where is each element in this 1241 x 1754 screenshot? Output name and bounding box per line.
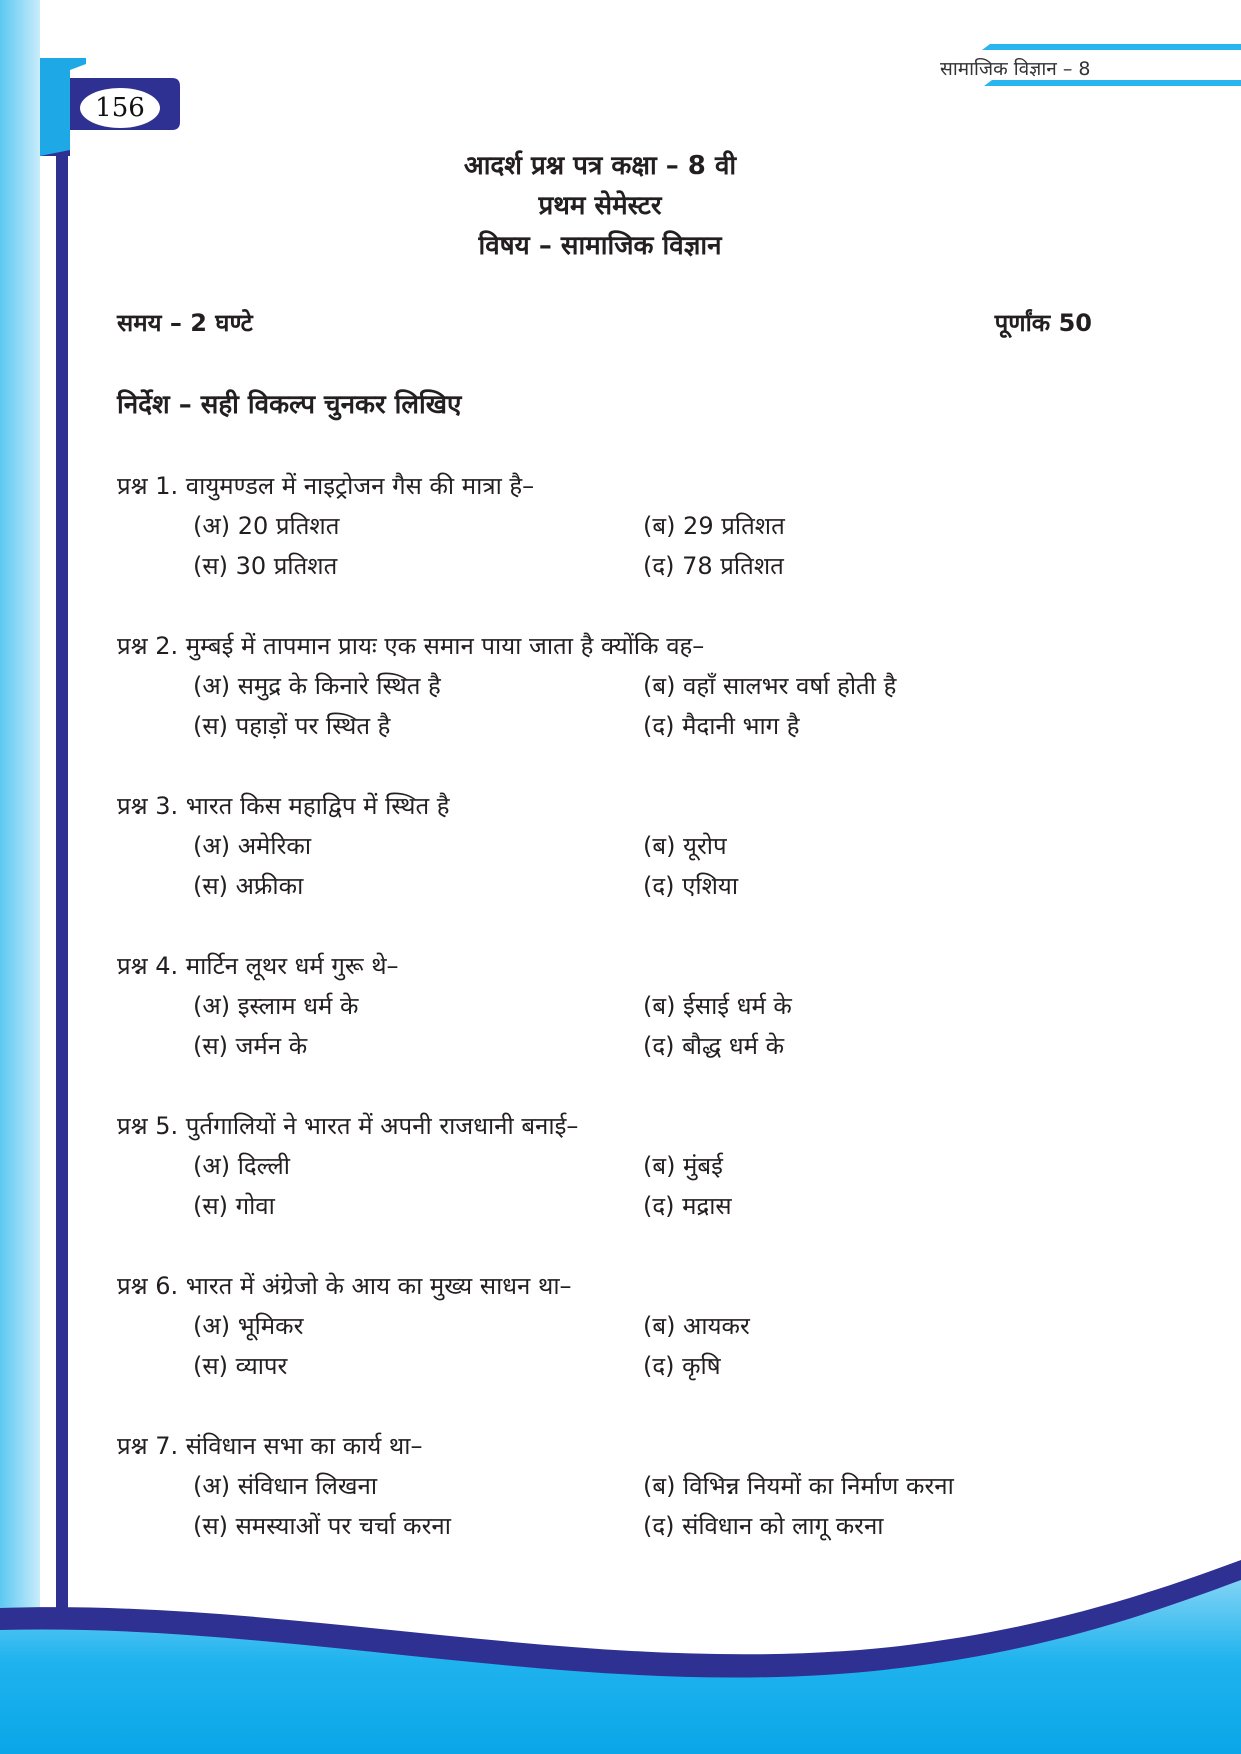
running-head: सामाजिक विज्ञान – 8 bbox=[940, 58, 1091, 80]
option-c: (स) 30 प्रतिशत bbox=[193, 552, 338, 580]
option-a: (अ) समुद्र के किनारे स्थित है bbox=[193, 672, 441, 700]
paper-title-block bbox=[200, 146, 1000, 266]
option-d: (द) मैदानी भाग है bbox=[643, 712, 800, 740]
option-b: (ब) वहाँ सालभर वर्षा होती है bbox=[643, 672, 897, 700]
question-text: प्रश्न 2. मुम्बई में तापमान प्रायः एक समान पाया जाता है क्योंकि वह– bbox=[117, 632, 705, 660]
question-text: प्रश्न 7. संविधान सभा का कार्य था– bbox=[117, 1432, 423, 1460]
option-b: (ब) यूरोप bbox=[643, 832, 727, 860]
time-allowed: समय – 2 घण्टे bbox=[117, 309, 253, 337]
option-a: (अ) इस्लाम धर्म के bbox=[193, 992, 359, 1020]
question-text: प्रश्न 1. वायुमण्डल में नाइट्रोजन गैस की मात्रा है– bbox=[117, 472, 535, 500]
left-band bbox=[0, 0, 40, 1610]
question-5 bbox=[117, 1106, 1077, 1226]
instruction: निर्देश – सही विकल्प चुनकर लिखिए bbox=[117, 390, 462, 420]
total-marks: पूर्णांक 50 bbox=[994, 309, 1092, 337]
question-7 bbox=[117, 1426, 1077, 1546]
question-1 bbox=[117, 466, 1077, 586]
option-b: (ब) विभिन्न नियमों का निर्माण करना bbox=[643, 1472, 954, 1500]
header-rule-top bbox=[982, 44, 1241, 50]
option-a: (अ) अमेरिका bbox=[193, 832, 312, 860]
option-d: (द) एशिया bbox=[643, 872, 739, 900]
page-number: 156 bbox=[95, 93, 145, 123]
option-d: (द) 78 प्रतिशत bbox=[643, 552, 784, 580]
option-b: (ब) 29 प्रतिशत bbox=[643, 512, 785, 540]
option-b: (ब) मुंबई bbox=[643, 1152, 723, 1180]
question-text: प्रश्न 4. मार्टिन लूथर धर्म गुरू थे– bbox=[117, 952, 399, 980]
option-a: (अ) संविधान लिखना bbox=[193, 1472, 378, 1500]
option-c: (स) अफ्रीका bbox=[193, 872, 304, 900]
option-c: (स) पहाड़ों पर स्थित है bbox=[193, 712, 391, 740]
option-b: (ब) आयकर bbox=[643, 1312, 750, 1340]
option-c: (स) समस्याओं पर चर्चा करना bbox=[193, 1512, 451, 1540]
exam-meta bbox=[117, 306, 1092, 339]
option-d: (द) कृषि bbox=[643, 1352, 721, 1380]
question-4 bbox=[117, 946, 1077, 1066]
question-text: प्रश्न 3. भारत किस महाद्विप में स्थित है bbox=[117, 792, 450, 820]
semester-title: प्रथम सेमेस्टर bbox=[538, 191, 662, 221]
question-text: प्रश्न 6. भारत में अंग्रेजो के आय का मुख्य साधन था– bbox=[117, 1272, 572, 1300]
option-a: (अ) 20 प्रतिशत bbox=[193, 512, 340, 540]
option-d: (द) संविधान को लागू करना bbox=[643, 1512, 884, 1540]
subject-title: विषय – सामाजिक विज्ञान bbox=[478, 231, 722, 261]
option-a: (अ) दिल्ली bbox=[193, 1152, 290, 1180]
question-6 bbox=[117, 1266, 1077, 1386]
paper-title: आदर्श प्रश्न पत्र कक्षा – 8 वी bbox=[463, 151, 737, 181]
option-b: (ब) ईसाई धर्म के bbox=[643, 992, 792, 1020]
question-3 bbox=[117, 786, 1077, 906]
option-c: (स) जर्मन के bbox=[193, 1032, 308, 1060]
option-c: (स) गोवा bbox=[193, 1192, 275, 1220]
option-d: (द) बौद्ध धर्म के bbox=[643, 1032, 784, 1060]
question-2 bbox=[117, 626, 1077, 746]
option-a: (अ) भूमिकर bbox=[193, 1312, 304, 1340]
option-c: (स) व्यापर bbox=[193, 1352, 288, 1380]
question-text: प्रश्न 5. पुर्तगालियों ने भारत में अपनी राजधानी बनाई– bbox=[117, 1112, 579, 1140]
option-d: (द) मद्रास bbox=[643, 1192, 732, 1220]
left-bar bbox=[56, 80, 68, 1620]
